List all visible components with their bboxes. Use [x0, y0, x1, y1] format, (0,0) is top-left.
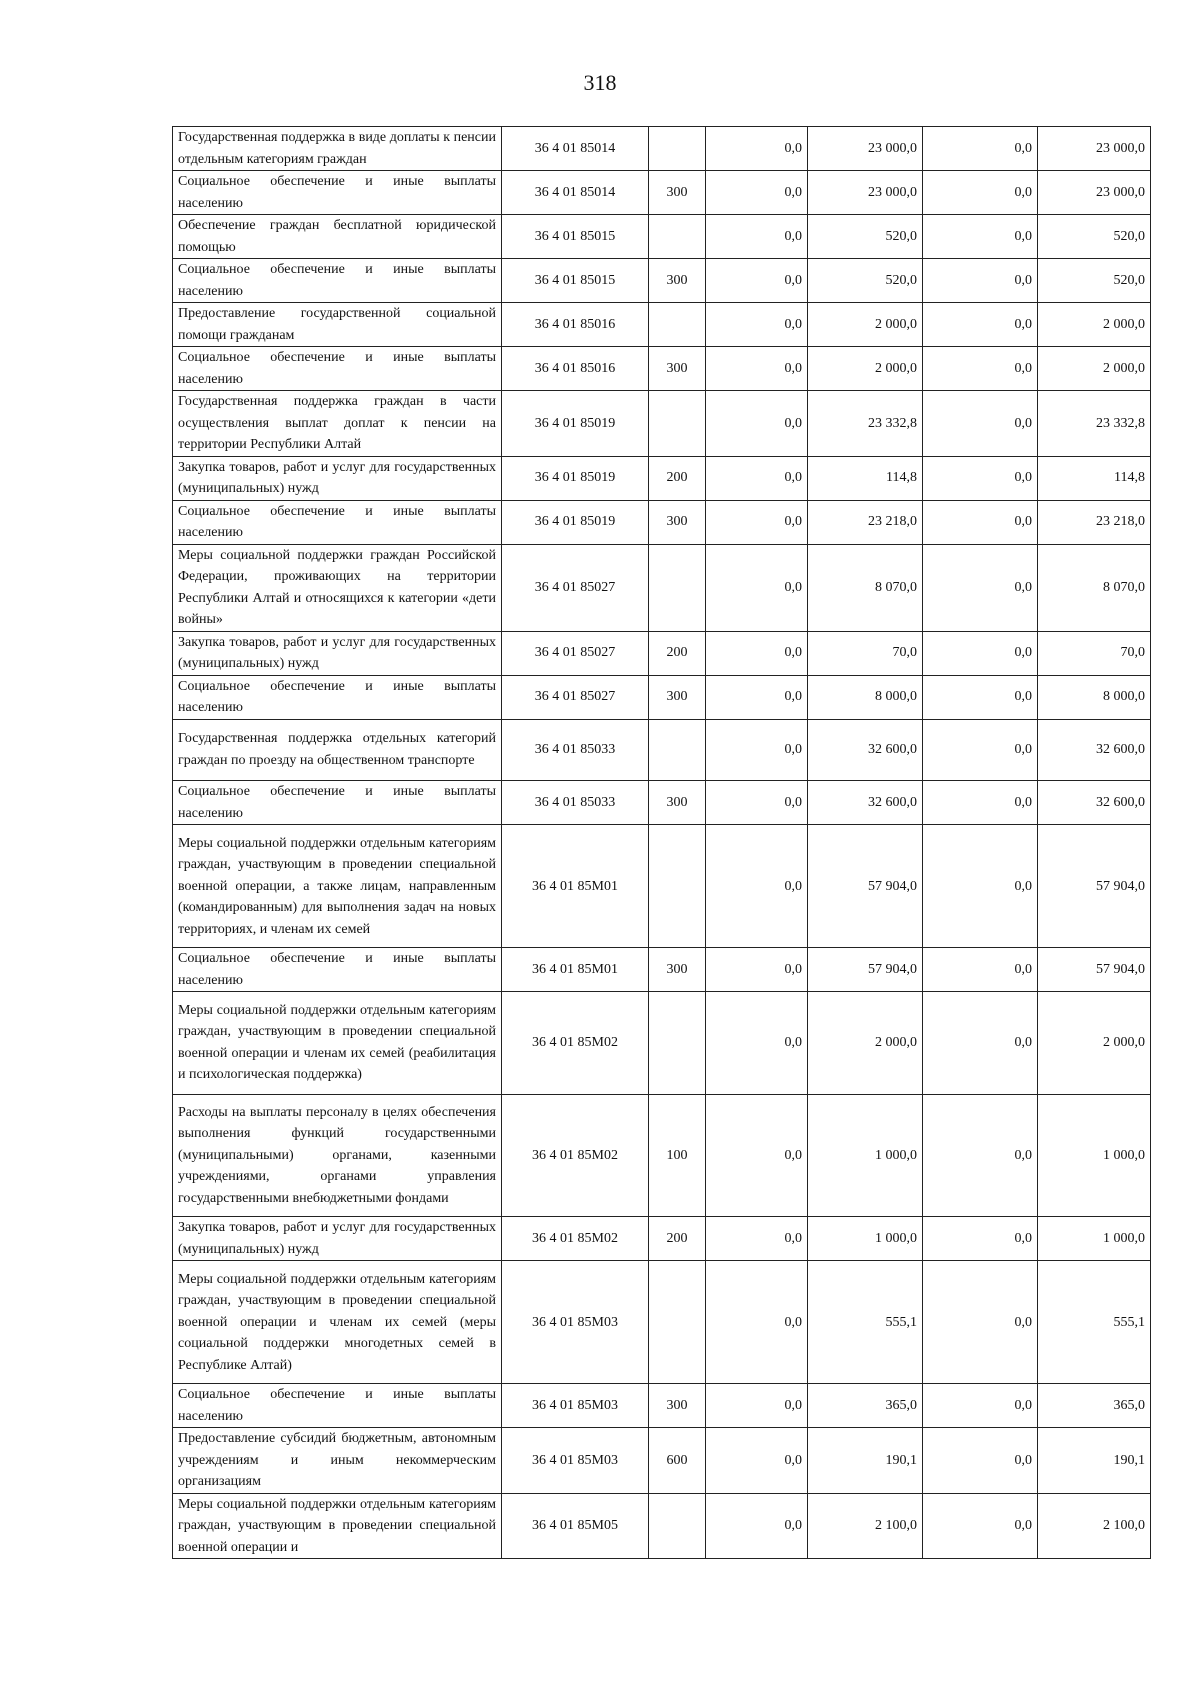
- row-name: Меры социальной поддержки отдельным категориям граждан, участвующим в проведении специальной военной операции и членам их семей (меры социальной поддержки многодетных семей в Республике Алтай): [173, 1261, 502, 1384]
- row-expense-type: 100: [649, 1094, 706, 1217]
- row-expense-type: [649, 391, 706, 457]
- row-value-1: 0,0: [706, 1217, 808, 1261]
- table-row: [173, 1261, 1151, 1384]
- row-name: Расходы на выплаты персоналу в целях обеспечения выполнения функций государственными (муниципальными) органами, казенными учреждениями, органами управления государственными внебюджетными фондами: [173, 1094, 502, 1217]
- row-expense-type: 200: [649, 456, 706, 500]
- row-value-3: 0,0: [923, 1428, 1038, 1494]
- row-expense-type: [649, 303, 706, 347]
- row-value-2: 2 100,0: [808, 1493, 923, 1559]
- row-code: 36 4 01 85М02: [502, 1217, 649, 1261]
- table-row: [173, 303, 1151, 347]
- budget-table: [172, 126, 1151, 1559]
- row-code: 36 4 01 85015: [502, 259, 649, 303]
- table-row: [173, 500, 1151, 544]
- row-value-3: 0,0: [923, 171, 1038, 215]
- row-value-3: 0,0: [923, 948, 1038, 992]
- table-row: [173, 347, 1151, 391]
- row-value-3: 0,0: [923, 825, 1038, 948]
- row-name: Социальное обеспечение и иные выплаты населению: [173, 781, 502, 825]
- row-value-4: 57 904,0: [1038, 948, 1151, 992]
- row-code: 36 4 01 85016: [502, 303, 649, 347]
- row-value-2: 365,0: [808, 1384, 923, 1428]
- row-code: 36 4 01 85016: [502, 347, 649, 391]
- row-name: Социальное обеспечение и иные выплаты населению: [173, 259, 502, 303]
- table-row: [173, 456, 1151, 500]
- row-value-3: 0,0: [923, 391, 1038, 457]
- row-value-1: 0,0: [706, 631, 808, 675]
- row-value-1: 0,0: [706, 781, 808, 825]
- row-name: Государственная поддержка граждан в части осуществления выплат доплат к пенсии на территории Республики Алтай: [173, 391, 502, 457]
- row-code: 36 4 01 85019: [502, 456, 649, 500]
- row-value-1: 0,0: [706, 719, 808, 781]
- row-value-1: 0,0: [706, 1261, 808, 1384]
- row-value-1: 0,0: [706, 347, 808, 391]
- row-value-1: 0,0: [706, 215, 808, 259]
- row-name: Меры социальной поддержки отдельным категориям граждан, участвующим в проведении специальной военной операции и: [173, 1493, 502, 1559]
- row-value-2: 23 000,0: [808, 127, 923, 171]
- row-value-2: 23 218,0: [808, 500, 923, 544]
- row-expense-type: 300: [649, 500, 706, 544]
- row-name: Социальное обеспечение и иные выплаты населению: [173, 1384, 502, 1428]
- row-code: 36 4 01 85015: [502, 215, 649, 259]
- row-value-4: 2 000,0: [1038, 347, 1151, 391]
- row-expense-type: [649, 825, 706, 948]
- row-value-2: 2 000,0: [808, 992, 923, 1095]
- row-value-4: 23 000,0: [1038, 171, 1151, 215]
- row-expense-type: [649, 215, 706, 259]
- row-value-4: 1 000,0: [1038, 1094, 1151, 1217]
- row-expense-type: [649, 1261, 706, 1384]
- row-value-4: 2 000,0: [1038, 992, 1151, 1095]
- table-row: [173, 1493, 1151, 1559]
- row-value-2: 23 000,0: [808, 171, 923, 215]
- row-value-3: 0,0: [923, 215, 1038, 259]
- row-value-3: 0,0: [923, 631, 1038, 675]
- table-row: [173, 781, 1151, 825]
- row-code: 36 4 01 85033: [502, 781, 649, 825]
- row-value-3: 0,0: [923, 259, 1038, 303]
- row-value-3: 0,0: [923, 544, 1038, 631]
- row-value-2: 2 000,0: [808, 347, 923, 391]
- row-value-4: 32 600,0: [1038, 781, 1151, 825]
- table-row: [173, 1217, 1151, 1261]
- row-expense-type: 300: [649, 948, 706, 992]
- row-code: 36 4 01 85014: [502, 171, 649, 215]
- row-value-3: 0,0: [923, 456, 1038, 500]
- row-expense-type: 300: [649, 781, 706, 825]
- row-value-2: 57 904,0: [808, 948, 923, 992]
- table-row: [173, 544, 1151, 631]
- row-value-4: 32 600,0: [1038, 719, 1151, 781]
- row-value-3: 0,0: [923, 1384, 1038, 1428]
- row-value-3: 0,0: [923, 992, 1038, 1095]
- row-code: 36 4 01 85014: [502, 127, 649, 171]
- row-value-4: 57 904,0: [1038, 825, 1151, 948]
- table-row: [173, 675, 1151, 719]
- row-value-2: 57 904,0: [808, 825, 923, 948]
- row-code: 36 4 01 85019: [502, 391, 649, 457]
- row-name: Предоставление субсидий бюджетным, автономным учреждениям и иным некоммерческим организациям: [173, 1428, 502, 1494]
- row-value-3: 0,0: [923, 1493, 1038, 1559]
- row-expense-type: 300: [649, 347, 706, 391]
- row-value-4: 23 332,8: [1038, 391, 1151, 457]
- row-value-3: 0,0: [923, 781, 1038, 825]
- table-row: [173, 171, 1151, 215]
- row-name: Обеспечение граждан бесплатной юридической помощью: [173, 215, 502, 259]
- row-name: Меры социальной поддержки отдельным категориям граждан, участвующим в проведении специальной военной операции, а также лицам, направленным (командированным) для выполнения задач на новых территориях, и членам их семей: [173, 825, 502, 948]
- row-value-2: 23 332,8: [808, 391, 923, 457]
- row-name: Закупка товаров, работ и услуг для государственных (муниципальных) нужд: [173, 1217, 502, 1261]
- row-value-1: 0,0: [706, 127, 808, 171]
- row-expense-type: 300: [649, 259, 706, 303]
- row-value-2: 520,0: [808, 259, 923, 303]
- row-value-1: 0,0: [706, 675, 808, 719]
- row-code: 36 4 01 85М02: [502, 1094, 649, 1217]
- row-name: Государственная поддержка отдельных категорий граждан по проезду на общественном транспорте: [173, 719, 502, 781]
- row-name: Закупка товаров, работ и услуг для государственных (муниципальных) нужд: [173, 456, 502, 500]
- row-code: 36 4 01 85033: [502, 719, 649, 781]
- row-value-3: 0,0: [923, 500, 1038, 544]
- row-value-1: 0,0: [706, 544, 808, 631]
- row-value-3: 0,0: [923, 1217, 1038, 1261]
- row-name: Социальное обеспечение и иные выплаты населению: [173, 675, 502, 719]
- row-value-2: 70,0: [808, 631, 923, 675]
- row-value-1: 0,0: [706, 391, 808, 457]
- row-value-2: 8 000,0: [808, 675, 923, 719]
- row-name: Меры социальной поддержки отдельным категориям граждан, участвующим в проведении специальной военной операции и членам их семей (реабилитация и психологическая поддержка): [173, 992, 502, 1095]
- row-value-1: 0,0: [706, 303, 808, 347]
- row-name: Меры социальной поддержки граждан Российской Федерации, проживающих на территории Республики Алтай и относящихся к категории «дети войны»: [173, 544, 502, 631]
- row-value-3: 0,0: [923, 1094, 1038, 1217]
- row-name: Социальное обеспечение и иные выплаты населению: [173, 948, 502, 992]
- row-value-2: 555,1: [808, 1261, 923, 1384]
- row-value-4: 555,1: [1038, 1261, 1151, 1384]
- row-name: Социальное обеспечение и иные выплаты населению: [173, 347, 502, 391]
- table-row: [173, 1094, 1151, 1217]
- row-expense-type: 200: [649, 631, 706, 675]
- row-code: 36 4 01 85М01: [502, 948, 649, 992]
- row-name: Предоставление государственной социальной помощи гражданам: [173, 303, 502, 347]
- row-expense-type: 300: [649, 1384, 706, 1428]
- row-value-2: 8 070,0: [808, 544, 923, 631]
- row-expense-type: [649, 1493, 706, 1559]
- row-code: 36 4 01 85027: [502, 631, 649, 675]
- row-value-1: 0,0: [706, 259, 808, 303]
- row-value-1: 0,0: [706, 1428, 808, 1494]
- row-expense-type: [649, 992, 706, 1095]
- row-value-1: 0,0: [706, 500, 808, 544]
- row-value-4: 23 218,0: [1038, 500, 1151, 544]
- row-value-3: 0,0: [923, 303, 1038, 347]
- row-value-1: 0,0: [706, 171, 808, 215]
- row-value-1: 0,0: [706, 948, 808, 992]
- row-code: 36 4 01 85М01: [502, 825, 649, 948]
- row-value-2: 1 000,0: [808, 1217, 923, 1261]
- row-value-1: 0,0: [706, 456, 808, 500]
- row-name: Закупка товаров, работ и услуг для государственных (муниципальных) нужд: [173, 631, 502, 675]
- row-expense-type: [649, 544, 706, 631]
- row-code: 36 4 01 85М05: [502, 1493, 649, 1559]
- row-value-4: 520,0: [1038, 259, 1151, 303]
- row-value-1: 0,0: [706, 1094, 808, 1217]
- row-value-2: 32 600,0: [808, 781, 923, 825]
- row-code: 36 4 01 85М03: [502, 1428, 649, 1494]
- row-value-2: 520,0: [808, 215, 923, 259]
- row-value-2: 1 000,0: [808, 1094, 923, 1217]
- row-name: Социальное обеспечение и иные выплаты населению: [173, 500, 502, 544]
- row-value-3: 0,0: [923, 347, 1038, 391]
- row-value-1: 0,0: [706, 1384, 808, 1428]
- row-expense-type: 200: [649, 1217, 706, 1261]
- row-value-4: 23 000,0: [1038, 127, 1151, 171]
- row-value-2: 190,1: [808, 1428, 923, 1494]
- row-code: 36 4 01 85М02: [502, 992, 649, 1095]
- row-value-4: 8 000,0: [1038, 675, 1151, 719]
- table-row: [173, 631, 1151, 675]
- table-row: [173, 719, 1151, 781]
- table-row: [173, 215, 1151, 259]
- row-value-1: 0,0: [706, 1493, 808, 1559]
- table-row: [173, 1428, 1151, 1494]
- row-code: 36 4 01 85027: [502, 544, 649, 631]
- row-value-1: 0,0: [706, 992, 808, 1095]
- row-code: 36 4 01 85М03: [502, 1384, 649, 1428]
- page-number: 318: [583, 70, 617, 95]
- row-expense-type: 600: [649, 1428, 706, 1494]
- row-expense-type: 300: [649, 675, 706, 719]
- row-value-4: 520,0: [1038, 215, 1151, 259]
- row-value-4: 70,0: [1038, 631, 1151, 675]
- row-value-3: 0,0: [923, 127, 1038, 171]
- table-row: [173, 992, 1151, 1095]
- row-value-3: 0,0: [923, 1261, 1038, 1384]
- row-value-2: 32 600,0: [808, 719, 923, 781]
- table-body: [173, 127, 1151, 1559]
- row-value-4: 2 000,0: [1038, 303, 1151, 347]
- row-value-4: 190,1: [1038, 1428, 1151, 1494]
- row-value-1: 0,0: [706, 825, 808, 948]
- table-row: [173, 1384, 1151, 1428]
- row-value-4: 114,8: [1038, 456, 1151, 500]
- table-row: [173, 825, 1151, 948]
- row-expense-type: 300: [649, 171, 706, 215]
- table-row: [173, 948, 1151, 992]
- row-value-4: 1 000,0: [1038, 1217, 1151, 1261]
- row-value-4: 2 100,0: [1038, 1493, 1151, 1559]
- row-code: 36 4 01 85019: [502, 500, 649, 544]
- row-name: Социальное обеспечение и иные выплаты населению: [173, 171, 502, 215]
- row-value-2: 2 000,0: [808, 303, 923, 347]
- table-row: [173, 127, 1151, 171]
- row-name: Государственная поддержка в виде доплаты к пенсии отдельным категориям граждан: [173, 127, 502, 171]
- row-value-3: 0,0: [923, 719, 1038, 781]
- table-row: [173, 259, 1151, 303]
- row-expense-type: [649, 127, 706, 171]
- row-value-2: 114,8: [808, 456, 923, 500]
- row-code: 36 4 01 85027: [502, 675, 649, 719]
- row-value-3: 0,0: [923, 675, 1038, 719]
- row-value-4: 8 070,0: [1038, 544, 1151, 631]
- row-code: 36 4 01 85М03: [502, 1261, 649, 1384]
- row-value-4: 365,0: [1038, 1384, 1151, 1428]
- table-row: [173, 391, 1151, 457]
- row-expense-type: [649, 719, 706, 781]
